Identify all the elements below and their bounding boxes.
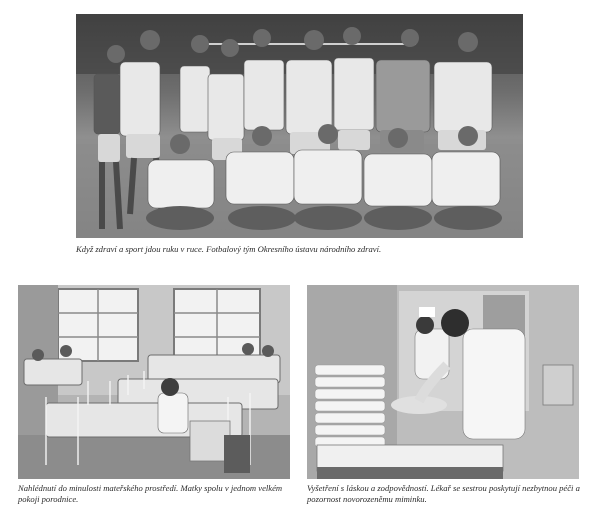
newborn-examination-caption: Vyšetření s láskou a zodpovědností. Lékař se sestrou poskytují nezbytnou péči a pozornost novorozeněmu miminku. — [307, 483, 580, 504]
football-team-photo — [76, 14, 523, 238]
maternity-ward-caption: Nahlédnutí do minulosti mateřského prostředí. Matky spolu v jednom velkém pokoji porodnice. — [18, 483, 283, 504]
newborn-examination-photo — [307, 285, 579, 479]
maternity-ward-photo — [18, 285, 290, 479]
football-team-caption: Když zdraví a sport jdou ruku v ruce. Fotbalový tým Okresního ústavu národního zdraví. — [76, 244, 382, 254]
